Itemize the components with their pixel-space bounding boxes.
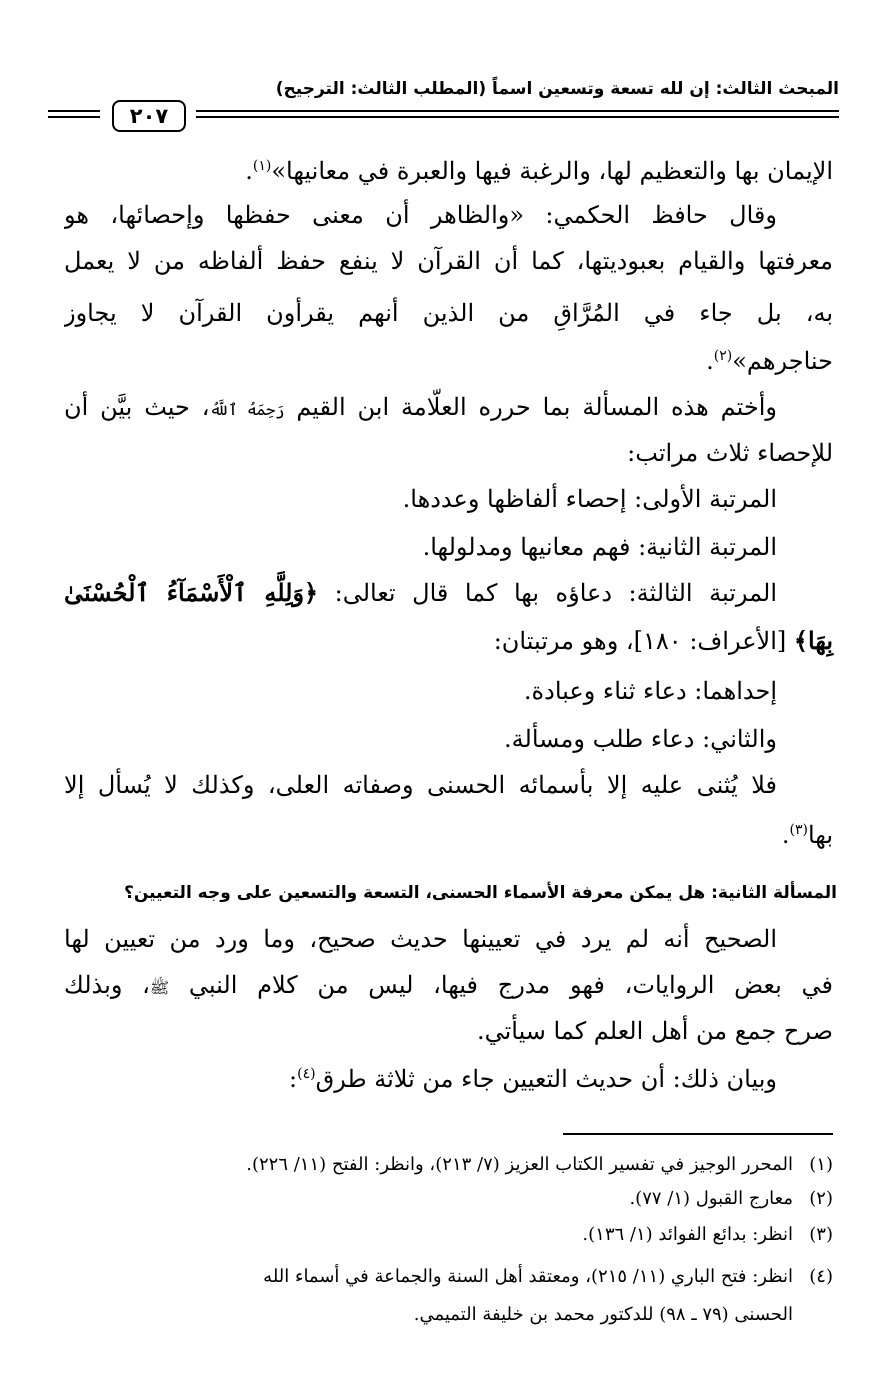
footnote xyxy=(263,1262,833,1292)
quran-verse: ﴿وَلِلَّهِ ٱلْأَسْمَآءُ ٱلْحُسْنَىٰ xyxy=(64,578,319,607)
page-number: ٢٠٧ xyxy=(112,100,186,132)
text-line xyxy=(245,148,833,194)
footnote-ref: (١) xyxy=(252,158,272,174)
line-text: المرتبة الثانية: فهم معانيها ومدلولها. xyxy=(422,533,777,561)
text-line xyxy=(494,618,833,664)
text-line xyxy=(64,238,833,284)
footnote-text: معارج القبول (١/ ٧٧). xyxy=(629,1188,793,1209)
line-text: للإحصاء ثلاث مراتب: xyxy=(627,439,833,467)
issue-heading: المسألة الثانية: هل يمكن معرفة الأسماء الحسنى، التسعة والتسعين على وجه التعيين؟ xyxy=(123,883,837,903)
header-rule-right-lower xyxy=(196,116,839,118)
footnote-number: (٤) xyxy=(809,1266,833,1287)
honorific: ﷺ xyxy=(149,978,170,997)
text-line xyxy=(64,962,833,1008)
text-line xyxy=(627,430,833,476)
text-line xyxy=(64,762,777,808)
line-text: في بعض الروايات، فهو مدرج فيها، ليس من كلام النبي xyxy=(188,971,833,999)
text-line xyxy=(782,812,833,858)
footnote xyxy=(629,1184,833,1214)
text-line xyxy=(64,570,777,616)
text-line xyxy=(706,338,833,384)
text-line xyxy=(423,524,777,570)
footnote-ref: (٤) xyxy=(297,1066,316,1082)
footnote-number: (١) xyxy=(809,1154,833,1175)
line-tail: ، حيث بيَّن أن xyxy=(64,393,210,421)
footnote-number: (٣) xyxy=(809,1224,833,1245)
line-text: الإيمان بها والتعظيم لها، والرغبة فيها والعبرة في معانيها» xyxy=(271,157,833,185)
running-title: المبحث الثالث: إن لله تسعة وتسعين اسماً (المطلب الثالث: الترجيح) xyxy=(275,79,839,99)
line-text: المرتبة الثالثة: دعاؤه بها كما قال تعالى: xyxy=(334,579,777,607)
text-line xyxy=(477,1008,833,1054)
footnote-number: (٢) xyxy=(809,1188,833,1209)
line-tail: ، وبذلك xyxy=(64,971,150,999)
footnote-ref: (٢) xyxy=(713,348,733,364)
footnote-text: المحرر الوجيز في تفسير الكتاب العزيز (٧/ ٢١٣)، وانظر: الفتح (١١/ ٢٢٦). xyxy=(246,1154,793,1175)
text-line xyxy=(504,716,777,762)
text-line xyxy=(403,476,777,522)
header-rule-right xyxy=(196,110,839,112)
line-text: الصحيح أنه لم يرد في تعيينها حديث صحيح، وما ورد من تعيين لها xyxy=(64,925,777,953)
line-text: به، بل جاء في المُرَّاقِ من الذين أنهم يقرأون القرآن لا يجاوز xyxy=(64,299,833,327)
line-tail: . xyxy=(245,157,253,185)
line-text: وقال حافظ الحكمي: «والظاهر أن معنى حفظها وإحصائها، هو xyxy=(64,201,777,229)
honorific: رَحِمَهُ ٱللَّهُ xyxy=(209,400,285,419)
line-tail: . xyxy=(706,347,714,375)
line-tail: : xyxy=(289,1065,298,1093)
footnote xyxy=(246,1150,833,1180)
line-text: والثاني: دعاء طلب ومسألة. xyxy=(504,725,777,753)
line-text: وأختم هذه المسألة بما حرره العلّامة ابن القيم xyxy=(296,393,777,421)
text-line xyxy=(64,916,777,962)
footnote-text: انظر: بدائع الفوائد (١/ ١٣٦). xyxy=(582,1224,793,1245)
text-line xyxy=(289,1056,777,1102)
footnote-text: انظر: فتح الباري (١١/ ٢١٥)، ومعتقد أهل السنة والجماعة في أسماء الله xyxy=(263,1266,793,1287)
text-line xyxy=(524,668,777,714)
line-text: صرح جمع من أهل العلم كما سيأتي. xyxy=(476,1017,833,1045)
line-text: [الأعراف: ١٨٠]، وهو مرتبتان: xyxy=(493,627,787,655)
line-tail: . xyxy=(781,821,790,849)
footnote-continuation: الحسنى (٧٩ ـ ٩٨) للدكتور محمد بن خليفة التميمي. xyxy=(413,1304,793,1325)
line-text: إحداهما: دعاء ثناء وعبادة. xyxy=(523,677,777,705)
line-text: معرفتها والقيام بعبوديتها، كما أن القرآن لا ينفع حفظ ألفاظه من لا يعمل xyxy=(64,247,833,275)
footnote-separator xyxy=(563,1133,833,1135)
line-text: المرتبة الأولى: إحصاء ألفاظها وعددها. xyxy=(402,485,777,513)
header-rule-left xyxy=(48,110,100,112)
text-line xyxy=(64,384,777,430)
header-rule-left-lower xyxy=(48,116,100,118)
text-line xyxy=(64,290,833,336)
line-text: فلا يُثنى عليه إلا بأسمائه الحسنى وصفاته العلى، وكذلك لا يُسأل إلا xyxy=(64,771,777,799)
line-text: وبيان ذلك: أن حديث التعيين جاء من ثلاثة طرق xyxy=(315,1065,777,1093)
footnote-ref: (٣) xyxy=(789,822,808,838)
quran-verse: بِهَا﴾ xyxy=(793,626,833,655)
line-text: حناجرهم» xyxy=(732,347,833,375)
line-text: بها xyxy=(807,821,833,849)
text-line xyxy=(64,192,777,238)
footnote xyxy=(582,1220,833,1250)
